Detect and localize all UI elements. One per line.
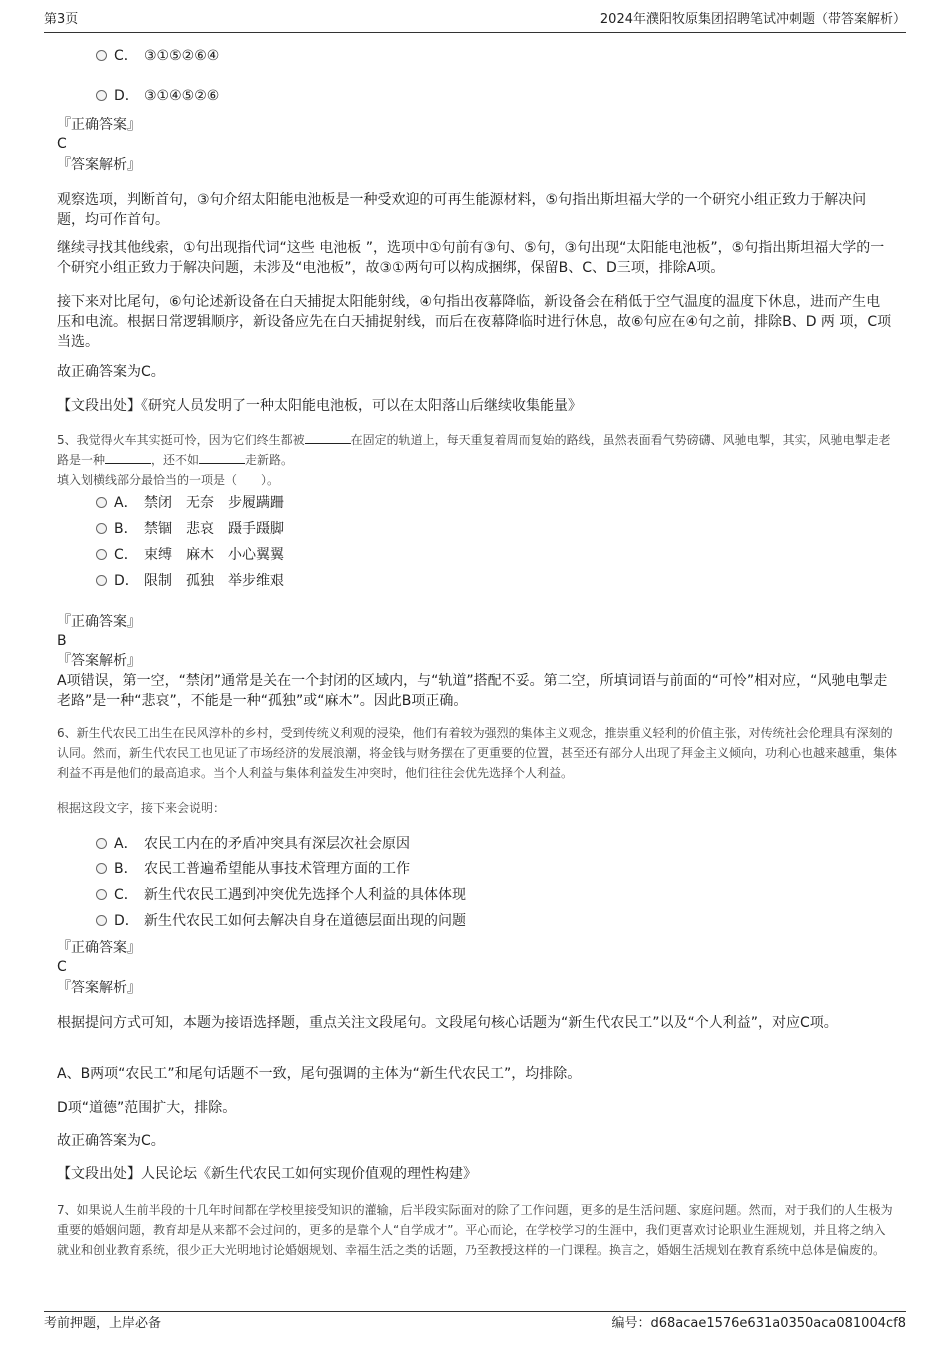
q6-stem: 6、新生代农民工出生在民风淳朴的乡村，受到传统义利观的浸染，他们有着较为强烈的集体主义观念，推崇重义轻利的价值主张，对传统社会伦理具有深刻的认同。然而，新生代农民工也见证了市场经济的发展浪潮，将金钱与财务摆在了更重要的位置，甚至还有部分人出现了拜金主义倾向，功利心也越来越重，集体利益不再是他们的最高追求。当个人利益与集体利益发生冲突时，他们往往会优先选择个人利益。 (57, 726, 898, 780)
radio-icon[interactable] (96, 549, 107, 560)
q5-prompt: 填入划横线部分最恰当的一项是（ ）。 (57, 473, 280, 487)
q6-answer-label: 『正确答案』 (57, 940, 141, 956)
q6-source: 【文段出处】人民论坛《新生代农民工如何实现价值观的理性构建》 (57, 1166, 477, 1182)
radio-icon[interactable] (96, 915, 107, 926)
q4-option-d[interactable]: D． ③①④⑤②⑥ (96, 86, 219, 106)
document-title: 2024年濮阳牧原集团招聘笔试冲刺题（带答案解析） (599, 12, 906, 27)
q5-answer: B (57, 633, 67, 649)
radio-icon[interactable] (96, 497, 107, 508)
q5-option-b[interactable]: B． 禁锢 悲哀 蹑手蹑脚 (96, 519, 284, 539)
q4-analysis-paragraph: 接下来对比尾句，⑥句论述新设备在白天捕捉太阳能射线，④句指出夜幕降临，新设备会在稍低于空气温度的温度下休息，进而产生电压和电流。根据日常逻辑顺序，新设备应先在白天捕捉射线，而后在夜幕降临时进行休息，故⑥句应在④句之前，排除B、D 两 项，C项当选。 (57, 294, 892, 350)
q5-option-a[interactable]: A． 禁闭 无奈 步履蹒跚 (96, 493, 284, 513)
q4-analysis-label: 『答案解析』 (57, 157, 141, 173)
q6-analysis-paragraph: 故正确答案为C。 (57, 1133, 165, 1149)
q6-answer: C (57, 959, 67, 975)
q4-analysis-paragraph: 观察选项，判断首句，③句介绍太阳能电池板是一种受欢迎的可再生能源材料，⑤句指出斯坦福大学的一个研究小组正致力于解决问题，均可作首句。 (57, 192, 867, 228)
q6-option-b[interactable]: B． 农民工普遍希望能从事技术管理方面的工作 (96, 859, 410, 879)
radio-icon[interactable] (96, 50, 107, 61)
q5-analysis-label: 『答案解析』 (57, 653, 141, 669)
q5-answer-label: 『正确答案』 (57, 614, 141, 630)
q5-option-c[interactable]: C． 束缚 麻木 小心翼翼 (96, 545, 284, 565)
q4-answer: C (57, 136, 67, 152)
q6-option-d[interactable]: D． 新生代农民工如何去解决自身在道德层面出现的问题 (96, 911, 466, 931)
q6-analysis-paragraph: 根据提问方式可知，本题为接语选择题，重点关注文段尾句。文段尾句核心话题为“新生代农民工”以及“个人利益”，对应C项。 (57, 1015, 838, 1031)
footer-slogan: 考前押题，上岸必备 (44, 1316, 162, 1331)
q4-analysis-paragraph: 故正确答案为C。 (57, 364, 165, 380)
q5-analysis: A项错误，第一空，“禁闭”通常是关在一个封闭的区域内，与“轨道”搭配不妥。第二空，所填词语与前面的“可怜”相对应，“风驰电掣走老路”是一种“悲哀”，不能是一种“孤独”或“麻木”。因此B项正确。 (57, 673, 888, 709)
radio-icon[interactable] (96, 838, 107, 849)
q6-option-a[interactable]: A． 农民工内在的矛盾冲突具有深层次社会原因 (96, 834, 410, 854)
radio-icon[interactable] (96, 90, 107, 101)
q6-analysis-label: 『答案解析』 (57, 980, 141, 996)
q6-option-c[interactable]: C． 新生代农民工遇到冲突优先选择个人利益的具体体现 (96, 885, 466, 905)
q6-prompt: 根据这段文字，接下来会说明： (57, 801, 226, 815)
fill-blank[interactable] (105, 451, 151, 464)
q5-stem: 5、我觉得火车其实挺可怜，因为它们终生都被 在固定的轨道上，每天重复着周而复始的路线，虽然表面看气势磅礴、风驰电掣，其实，风驰电掣走老路是一种 ，还不如 走新路。 (57, 433, 891, 467)
fill-blank[interactable] (305, 431, 351, 444)
q5-option-d[interactable]: D． 限制 孤独 举步维艰 (96, 571, 284, 591)
radio-icon[interactable] (96, 523, 107, 534)
page-header (44, 10, 906, 33)
q7-stem: 7、如果说人生前半段的十几年时间都在学校里接受知识的灌输，后半段实际面对的除了工作问题，更多的是生活问题、家庭问题。然而，对于我们的人生极为重要的婚姻问题，教育却是从来都不会过问的，更多的是靠个人“自学成才”。平心而论，在学校学习的生涯中，我们更喜欢讨论职业生涯规划，并且将之纳入就业和创业教育系统，很少正大光明地讨论婚姻规划、幸福生活之类的话题，乃至教授这样的一门课程。换言之，婚姻生活规划在教育系统中总体是偏废的。 (57, 1203, 893, 1257)
q4-source: 【文段出处】《研究人员发明了一种太阳能电池板，可以在太阳落山后继续收集能量》 (57, 398, 582, 414)
page-number: 第3页 (44, 12, 79, 27)
q4-analysis-paragraph: 继续寻找其他线索，①句出现指代词“这些 电池板 ”，选项中①句前有③句、⑤句，③句出现“太阳能电池板”，⑤句指出斯坦福大学的一个研究小组正致力于解决问题，未涉及“电池板”，故③①两句可以构成捆绑，保留B、C、D三项，排除A项。 (57, 240, 885, 276)
q4-option-c[interactable]: C． ③①⑤②⑥④ (96, 46, 219, 66)
q6-analysis-paragraph: D项“道德”范围扩大，排除。 (57, 1100, 237, 1116)
fill-blank[interactable] (199, 451, 245, 464)
radio-icon[interactable] (96, 889, 107, 900)
page-footer (44, 1311, 906, 1336)
q6-analysis-paragraph: A、B两项“农民工”和尾句话题不一致，尾句强调的主体为“新生代农民工”，均排除。 (57, 1066, 582, 1082)
q4-answer-label: 『正确答案』 (57, 117, 141, 133)
radio-icon[interactable] (96, 863, 107, 874)
document-id: 编号：d68acae1576e631a0350aca081004cf8 (611, 1316, 906, 1331)
radio-icon[interactable] (96, 575, 107, 586)
